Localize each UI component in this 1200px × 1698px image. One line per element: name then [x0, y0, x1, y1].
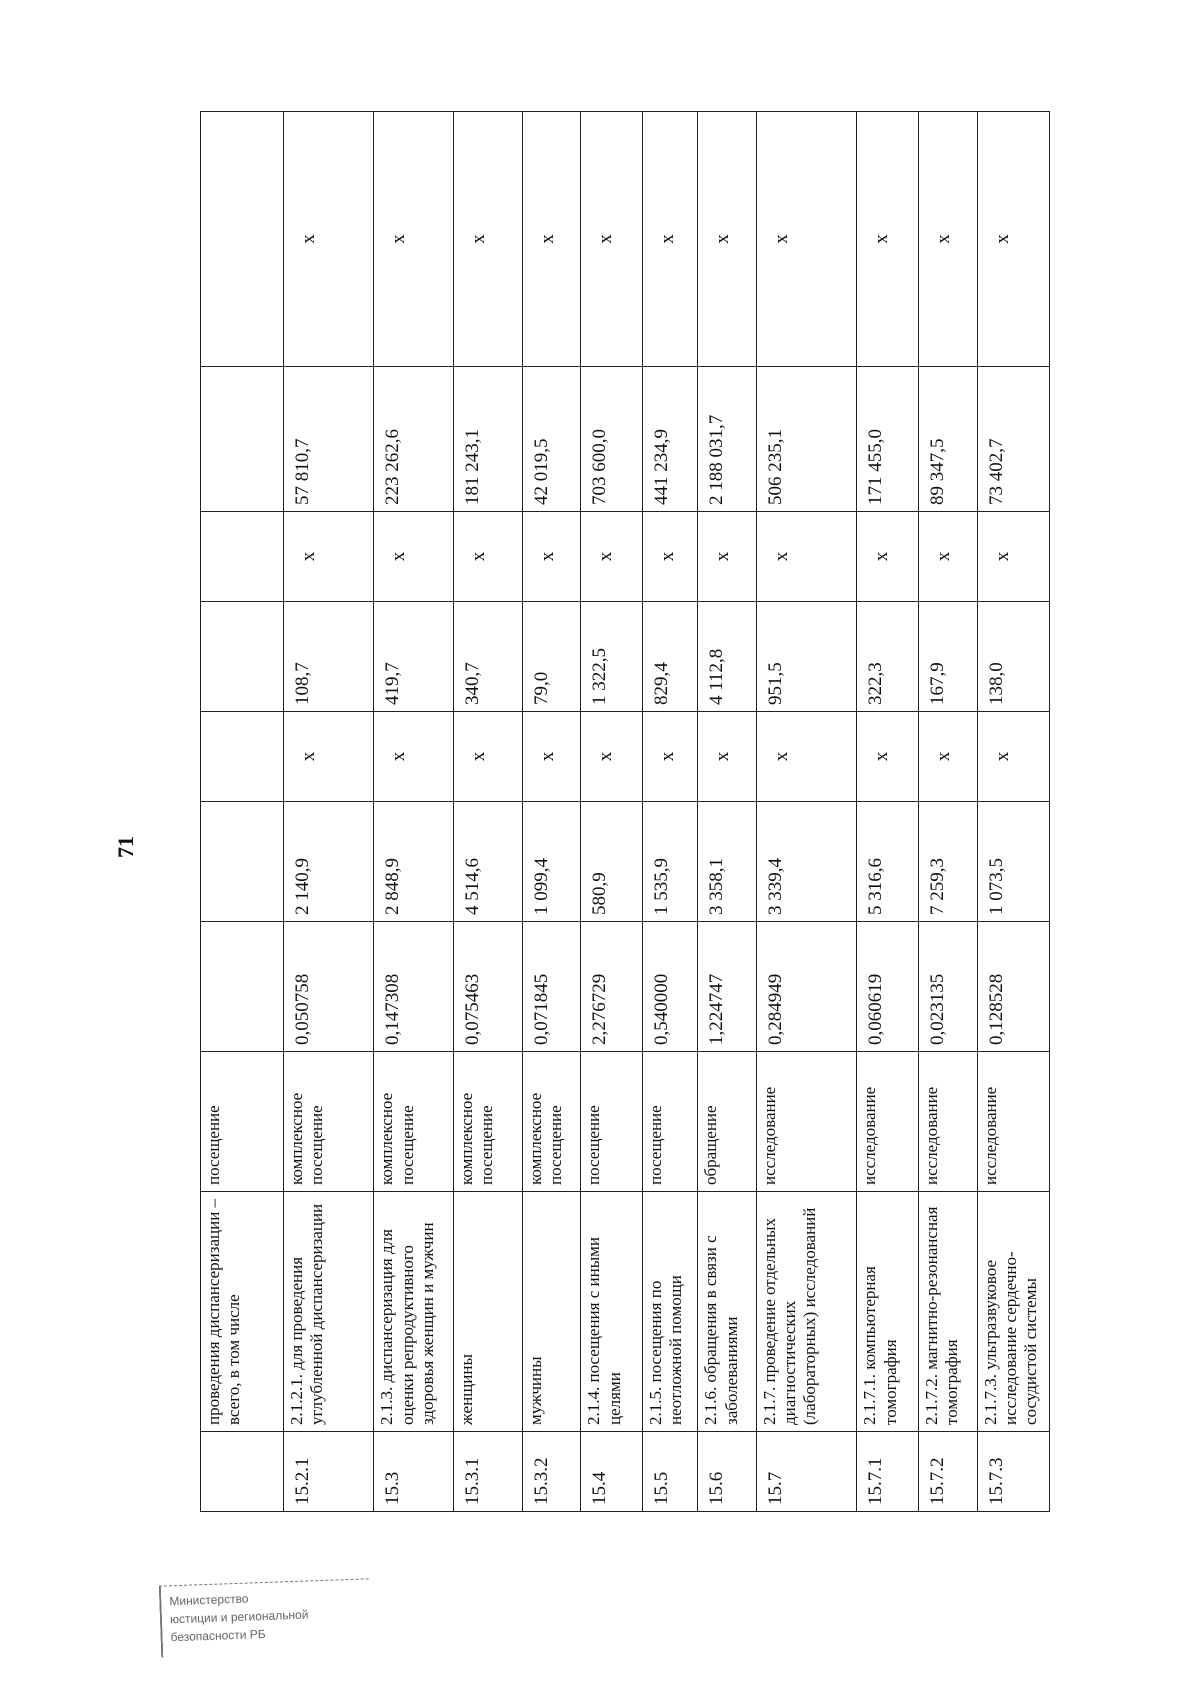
cell-c1: 0,071845 — [522, 922, 580, 1052]
cell-c7: х — [756, 112, 857, 367]
cell-c7: х — [977, 112, 1049, 367]
cell-code: 15.2.1 — [283, 1432, 373, 1512]
cell-c7: х — [642, 112, 697, 367]
cell-name: 2.1.4. посещения с иными целями — [581, 1192, 643, 1432]
cell-c3 — [201, 712, 284, 802]
cell-c6: 703 600,0 — [581, 367, 643, 512]
cell-c6: 181 243,1 — [453, 367, 522, 512]
cell-name: 2.1.7.2. магнитно-резонансная томография — [919, 1192, 977, 1432]
cell-c3: х — [283, 712, 373, 802]
cell-name: 2.1.5. посещения по неотложной помощи — [642, 1192, 697, 1432]
cell-unit: обращение — [698, 1052, 756, 1192]
table-row — [698, 112, 756, 1512]
cell-unit: исследование — [857, 1052, 919, 1192]
cell-unit: исследование — [919, 1052, 977, 1192]
cell-c4: 340,7 — [453, 602, 522, 712]
cell-name: проведения диспансеризации – всего, в том числе — [201, 1192, 284, 1432]
cell-c7: х — [698, 112, 756, 367]
cell-c3: х — [453, 712, 522, 802]
cell-c3: х — [522, 712, 580, 802]
cell-unit: посещение — [642, 1052, 697, 1192]
cell-c2: 1 099,4 — [522, 802, 580, 922]
table-row — [522, 112, 580, 1512]
cell-c5: х — [698, 512, 756, 602]
cell-code: 15.3.1 — [453, 1432, 522, 1512]
cell-code: 15.7 — [756, 1432, 857, 1512]
cell-c2: 1 535,9 — [642, 802, 697, 922]
stamp-line: безопасности РБ — [170, 1626, 266, 1645]
cell-c3: х — [919, 712, 977, 802]
cell-c7: х — [283, 112, 373, 367]
cell-c1: 2,276729 — [581, 922, 643, 1052]
cell-c6: 506 235,1 — [756, 367, 857, 512]
cell-code — [201, 1432, 284, 1512]
stamp-line: Министерство — [169, 1591, 249, 1609]
cell-unit: комплексное посещение — [283, 1052, 373, 1192]
cell-c5: х — [977, 512, 1049, 602]
cell-c7: х — [857, 112, 919, 367]
table-container — [200, 112, 1050, 1512]
cell-code: 15.7.3 — [977, 1432, 1049, 1512]
cell-c1: 0,075463 — [453, 922, 522, 1052]
cell-c6: 57 810,7 — [283, 367, 373, 512]
cell-c6: 73 402,7 — [977, 367, 1049, 512]
cell-c1: 0,023135 — [919, 922, 977, 1052]
cell-c4: 951,5 — [756, 602, 857, 712]
cell-code: 15.3 — [374, 1432, 454, 1512]
cell-c3: х — [857, 712, 919, 802]
cell-name: 2.1.7. проведение отдельных диагностических (лабораторных) исследований — [756, 1192, 857, 1432]
cell-c2: 2 140,9 — [283, 802, 373, 922]
table-row — [756, 112, 857, 1512]
table-row — [581, 112, 643, 1512]
cell-c1: 1,224747 — [698, 922, 756, 1052]
cell-c2: 4 514,6 — [453, 802, 522, 922]
cell-name: 2.1.7.3. ультразвуковое исследование сердечно-сосудистой системы — [977, 1192, 1049, 1432]
cell-unit: посещение — [201, 1052, 284, 1192]
cell-c4: 829,4 — [642, 602, 697, 712]
table-row — [374, 112, 454, 1512]
cell-c7: х — [374, 112, 454, 367]
cell-c6: 441 234,9 — [642, 367, 697, 512]
cell-c5: х — [283, 512, 373, 602]
cell-c6: 42 019,5 — [522, 367, 580, 512]
cell-c2: 3 358,1 — [698, 802, 756, 922]
table-row — [977, 112, 1049, 1512]
cell-name: женщины — [453, 1192, 522, 1432]
cell-code: 15.7.2 — [919, 1432, 977, 1512]
cell-c5: х — [522, 512, 580, 602]
cell-c6: 2 188 031,7 — [698, 367, 756, 512]
table-row — [642, 112, 697, 1512]
cell-c1: 0,540000 — [642, 922, 697, 1052]
cell-c2: 2 848,9 — [374, 802, 454, 922]
cell-c7: х — [522, 112, 580, 367]
cell-c4: 419,7 — [374, 602, 454, 712]
cell-c3: х — [698, 712, 756, 802]
cell-c3: х — [642, 712, 697, 802]
cell-c2: 580,9 — [581, 802, 643, 922]
cell-c1 — [201, 922, 284, 1052]
stamp-line: юстиции и региональной — [169, 1607, 309, 1627]
cell-c1: 0,050758 — [283, 922, 373, 1052]
cell-c5: х — [374, 512, 454, 602]
stamp — [159, 1578, 371, 1657]
cell-c4: 322,3 — [857, 602, 919, 712]
cell-unit: исследование — [756, 1052, 857, 1192]
cell-code: 15.5 — [642, 1432, 697, 1512]
table-header-row — [201, 112, 284, 1512]
cell-c4: 4 112,8 — [698, 602, 756, 712]
cell-c2: 7 259,3 — [919, 802, 977, 922]
cell-c2: 1 073,5 — [977, 802, 1049, 922]
cell-c5: х — [453, 512, 522, 602]
cell-c5: х — [581, 512, 643, 602]
cell-c4: 138,0 — [977, 602, 1049, 712]
cell-code: 15.6 — [698, 1432, 756, 1512]
cell-c5: х — [642, 512, 697, 602]
cell-unit: комплексное посещение — [374, 1052, 454, 1192]
table-row — [453, 112, 522, 1512]
cell-c6 — [201, 367, 284, 512]
table-row — [919, 112, 977, 1512]
cell-c3: х — [581, 712, 643, 802]
cell-c6: 171 455,0 — [857, 367, 919, 512]
cell-c2 — [201, 802, 284, 922]
cell-c3: х — [977, 712, 1049, 802]
cell-c3: х — [374, 712, 454, 802]
cell-c2: 3 339,4 — [756, 802, 857, 922]
cell-name: мужчины — [522, 1192, 580, 1432]
cell-c4: 108,7 — [283, 602, 373, 712]
cell-unit: исследование — [977, 1052, 1049, 1192]
cell-c1: 0,147308 — [374, 922, 454, 1052]
cell-unit: комплексное посещение — [522, 1052, 580, 1192]
cell-code: 15.7.1 — [857, 1432, 919, 1512]
table-row — [283, 112, 373, 1512]
table-row — [857, 112, 919, 1512]
cell-c3: х — [756, 712, 857, 802]
cell-c7: х — [581, 112, 643, 367]
cell-c4: 79,0 — [522, 602, 580, 712]
cell-code: 15.3.2 — [522, 1432, 580, 1512]
cell-c6: 89 347,5 — [919, 367, 977, 512]
cell-c1: 0,284949 — [756, 922, 857, 1052]
cell-c7: х — [453, 112, 522, 367]
cell-c7: х — [919, 112, 977, 367]
page-number: 71 — [113, 836, 138, 858]
data-table — [200, 111, 1050, 1512]
cell-c5: х — [756, 512, 857, 602]
cell-name: 2.1.7.1. компьютерная томография — [857, 1192, 919, 1432]
cell-unit: посещение — [581, 1052, 643, 1192]
cell-c4 — [201, 602, 284, 712]
cell-name: 2.1.2.1. для проведения углубленной диспансеризации — [283, 1192, 373, 1432]
cell-c4: 1 322,5 — [581, 602, 643, 712]
cell-name: 2.1.6. обращения в связи с заболеваниями — [698, 1192, 756, 1432]
cell-c7 — [201, 112, 284, 367]
cell-unit: комплексное посещение — [453, 1052, 522, 1192]
cell-c2: 5 316,6 — [857, 802, 919, 922]
cell-c4: 167,9 — [919, 602, 977, 712]
cell-c5 — [201, 512, 284, 602]
cell-c6: 223 262,6 — [374, 367, 454, 512]
cell-name: 2.1.3. диспансеризация для оценки репродуктивного здоровья женщин и мужчин — [374, 1192, 454, 1432]
cell-c5: х — [919, 512, 977, 602]
cell-code: 15.4 — [581, 1432, 643, 1512]
cell-c1: 0,128528 — [977, 922, 1049, 1052]
cell-c1: 0,060619 — [857, 922, 919, 1052]
cell-c5: х — [857, 512, 919, 602]
